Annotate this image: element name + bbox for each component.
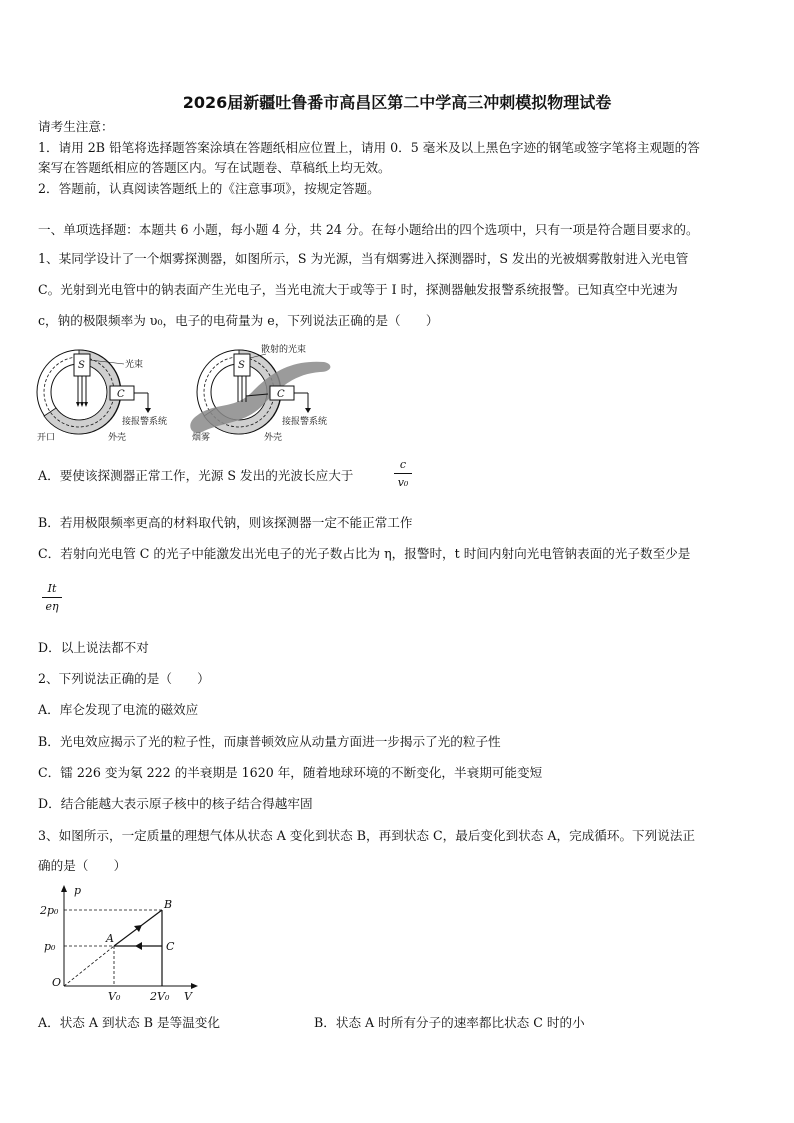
q1-option-c: C．若射向光电管 C 的光子中能激发出光电子的光子数占比为 η，报警时，t 时间内射向光电管钠表面的光子数至少是 — [38, 546, 691, 561]
graph-x-tick-2v0: 2V₀ — [150, 990, 170, 1003]
graph-point-c: C — [166, 940, 175, 953]
graph-x-label: V — [184, 990, 192, 1003]
pv-graph — [38, 880, 208, 1005]
right-label-alarm: 接报警系统 — [282, 417, 328, 427]
graph-y-tick-p0: p₀ — [44, 940, 56, 953]
notice-item-1: 1．请用 2B 铅笔将选择题答案涂填在答题纸相应位置上，请用 0．5 毫米及以上黑色字迹的钢笔或签字笔将主观题的答 — [38, 140, 700, 155]
right-label-smoke: 烟雾 — [192, 433, 211, 443]
left-label-opening: 开口 — [37, 433, 56, 443]
exam-title: 2026届新疆吐鲁番市高昌区第二中学高三冲刺模拟物理试卷 — [182, 93, 612, 112]
graph-point-a: A — [106, 932, 114, 945]
q2-option-b: B．光电效应揭示了光的粒子性，而康普顿效应从动量方面进一步揭示了光的粒子性 — [38, 734, 501, 749]
q1-option-b: B．若用极限频率更高的材料取代钠，则该探测器一定不能正常工作 — [38, 515, 413, 530]
left-label-shell: 外壳 — [108, 433, 127, 443]
notice-item-2: 2．答题前，认真阅读答题纸上的《注意事项》，按规定答题。 — [38, 181, 380, 196]
q2-option-a: A．库仑发现了电流的磁效应 — [38, 702, 199, 717]
q1-option-a: A．要使该探测器正常工作，光源 S 发出的光波长应大于 — [38, 468, 354, 483]
graph-y-tick-2p0: 2p₀ — [40, 904, 59, 917]
q3-option-a: A．状态 A 到状态 B 是等温变化 — [38, 1015, 220, 1030]
right-label-shell: 外壳 — [264, 433, 283, 443]
right-label-S: S — [238, 360, 245, 371]
q3-stem-line2: 确的是（ ） — [38, 858, 127, 873]
left-label-C: C — [117, 389, 125, 400]
graph-x-tick-v0: V₀ — [108, 990, 121, 1003]
smoke-detector-figure — [34, 340, 364, 450]
q1-option-a-fraction — [394, 458, 412, 489]
graph-point-b: B — [164, 898, 173, 911]
q1-stem-line3: c，钠的极限频率为 υ₀，电子的电荷量为 e，下列说法正确的是（ ） — [38, 313, 439, 328]
fraction-denominator: eη — [45, 600, 59, 613]
right-label-scatter: 散射的光束 — [261, 345, 307, 355]
right-label-C: C — [277, 389, 285, 400]
q1-option-c-fraction — [42, 582, 62, 613]
notice-heading: 请考生注意： — [38, 119, 114, 134]
left-label-alarm: 接报警系统 — [122, 417, 168, 427]
left-label-beam: 光束 — [125, 360, 144, 370]
q1-stem-line1: 1、某同学设计了一个烟雾探测器，如图所示，S 为光源，当有烟雾进入探测器时，S 发出的光被烟雾散射进入光电管 — [38, 251, 689, 266]
graph-origin: O — [52, 976, 62, 989]
q3-option-b: B．状态 A 时所有分子的速率都比状态 C 时的小 — [314, 1015, 585, 1030]
notice-item-1-cont: 案写在答题纸相应的答题区内。写在试题卷、草稿纸上均无效。 — [38, 160, 391, 175]
graph-y-label: p — [74, 884, 82, 897]
fraction-numerator: c — [399, 458, 407, 471]
fraction-numerator: It — [47, 582, 57, 595]
q2-option-c: C．镭 226 变为氡 222 的半衰期是 1620 年，随着地球环境的不断变化，半衰期可能变短 — [38, 765, 543, 780]
q2-option-d: D．结合能越大表示原子核中的核子结合得越牢固 — [38, 796, 313, 811]
q2-stem: 2、下列说法正确的是（ ） — [38, 671, 210, 686]
q1-stem-line2: C。光射到光电管中的钠表面产生光电子，当光电流大于或等于 I 时，探测器触发报警系统报警。已知真空中光速为 — [38, 282, 678, 297]
section-heading: 一、单项选择题：本题共 6 小题，每小题 4 分，共 24 分。在每小题给出的四个选项中，只有一项是符合题目要求的。 — [38, 222, 699, 237]
q3-stem-line1: 3、如图所示，一定质量的理想气体从状态 A 变化到状态 B，再到状态 C，最后变化到状态 A，完成循环。下列说法正 — [38, 828, 696, 843]
left-label-S: S — [78, 360, 85, 371]
fraction-denominator: v₀ — [397, 476, 409, 489]
q1-option-d: D．以上说法都不对 — [38, 640, 149, 655]
